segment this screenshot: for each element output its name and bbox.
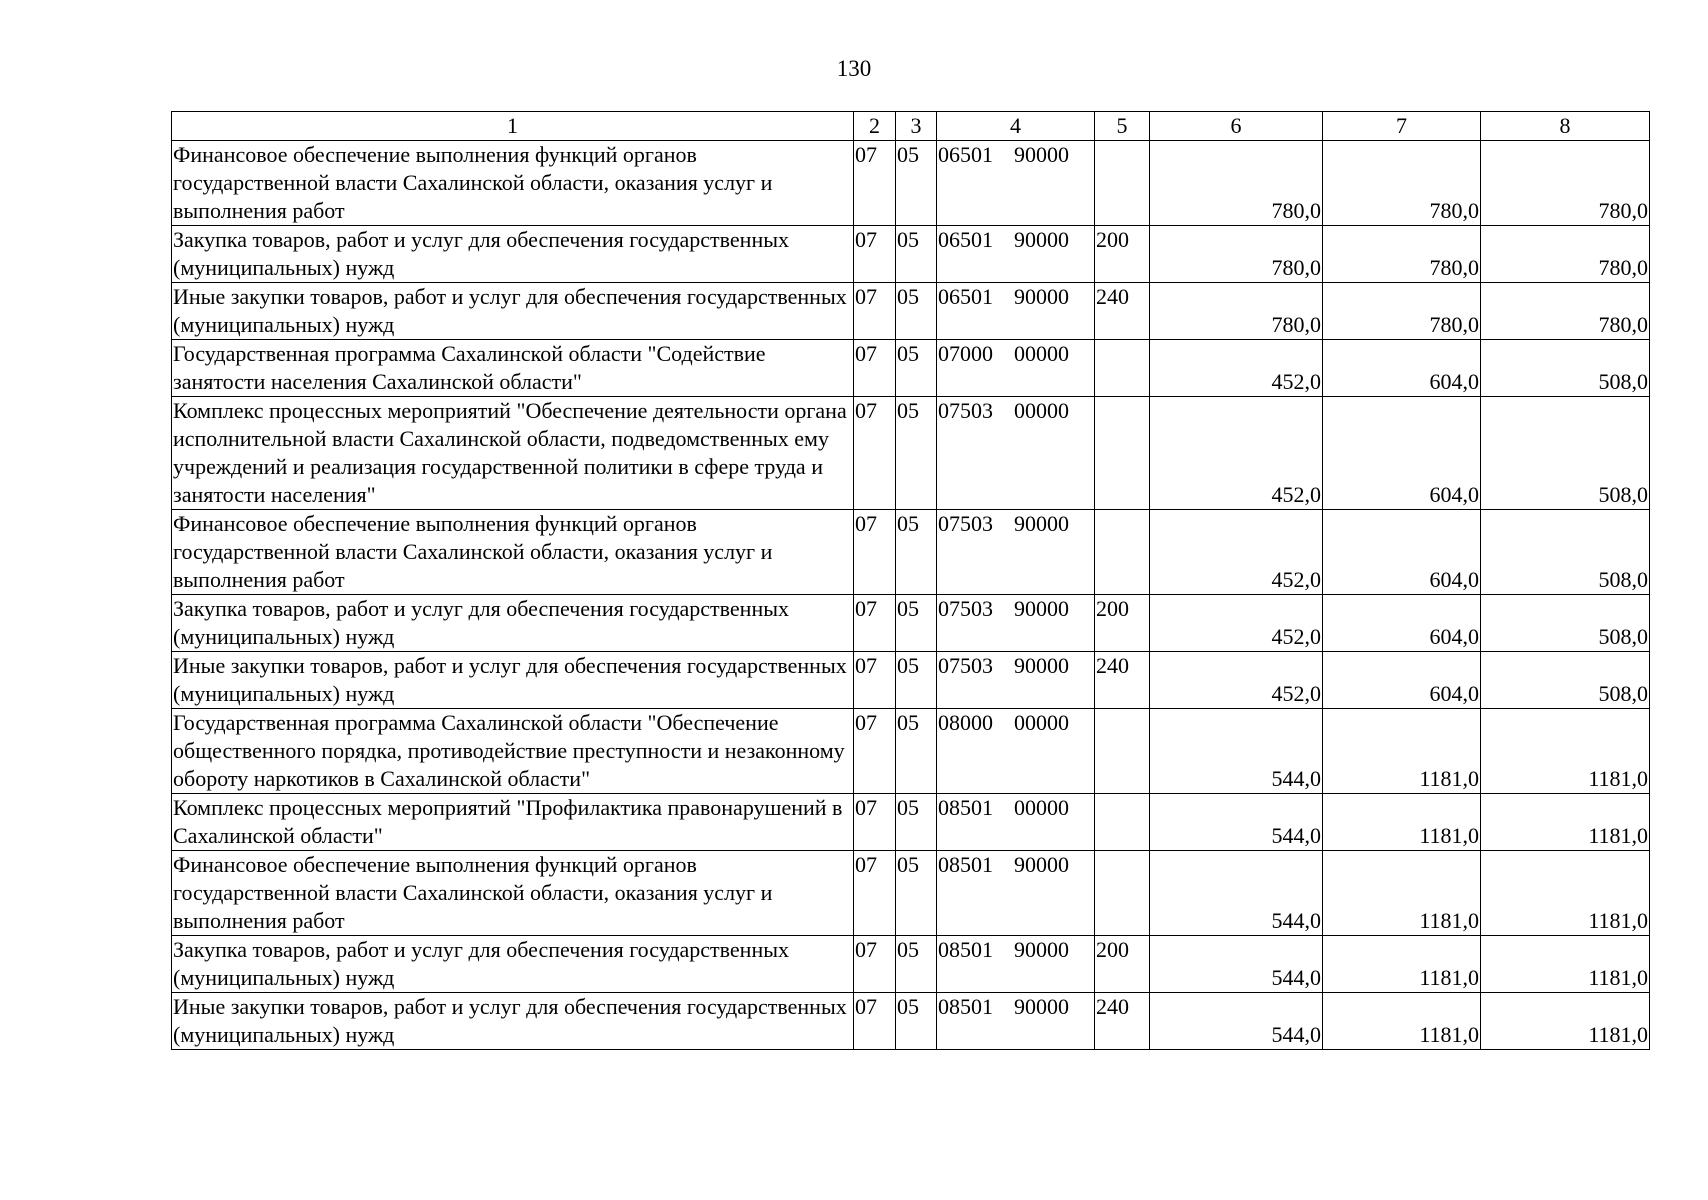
column-header-8: 8 — [1481, 112, 1650, 141]
amount-col-6: 544,0 — [1150, 993, 1323, 1050]
program-code: 08501 — [938, 994, 993, 1019]
section-code: 07 — [854, 226, 896, 283]
section-code: 07 — [854, 794, 896, 851]
subsection-code: 05 — [896, 993, 937, 1050]
table-row — [172, 794, 1650, 851]
amount-col-7: 604,0 — [1323, 510, 1481, 595]
expense-type-code — [1095, 141, 1150, 226]
target-article-code — [937, 936, 1095, 993]
expense-type-code — [1095, 397, 1150, 510]
amount-col-8: 1181,0 — [1481, 851, 1650, 936]
item-name: Закупка товаров, работ и услуг для обеспечения государственных (муниципальных) нужд — [172, 595, 854, 652]
amount-col-7: 780,0 — [1323, 141, 1481, 226]
table-row — [172, 595, 1650, 652]
amount-col-6: 452,0 — [1150, 595, 1323, 652]
subsection-code: 05 — [896, 851, 937, 936]
target-article-code — [937, 226, 1095, 283]
direction-code: 00000 — [1014, 341, 1069, 366]
table-row — [172, 993, 1650, 1050]
direction-code: 90000 — [1014, 284, 1069, 309]
item-name: Комплекс процессных мероприятий "Обеспечение деятельности органа исполнительной власти Сахалинской области, подведомственных ему учреждений и реализация государственной политики в сфере труда и занятости населения" — [172, 397, 854, 510]
program-code: 07503 — [938, 596, 993, 621]
subsection-code: 05 — [896, 709, 937, 794]
item-name: Закупка товаров, работ и услуг для обеспечения государственных (муниципальных) нужд — [172, 226, 854, 283]
expense-type-code: 200 — [1095, 226, 1150, 283]
amount-col-6: 452,0 — [1150, 340, 1323, 397]
amount-col-8: 1181,0 — [1481, 936, 1650, 993]
section-code: 07 — [854, 652, 896, 709]
column-header-7: 7 — [1323, 112, 1481, 141]
amount-col-7: 1181,0 — [1323, 851, 1481, 936]
direction-code: 90000 — [1014, 227, 1069, 252]
subsection-code: 05 — [896, 340, 937, 397]
subsection-code: 05 — [896, 141, 937, 226]
item-name: Финансовое обеспечение выполнения функций органов государственной власти Сахалинской области, оказания услуг и выполнения работ — [172, 141, 854, 226]
amount-col-8: 508,0 — [1481, 340, 1650, 397]
item-name: Комплекс процессных мероприятий "Профилактика правонарушений в Сахалинской области" — [172, 794, 854, 851]
subsection-code: 05 — [896, 794, 937, 851]
program-code: 08501 — [938, 852, 993, 877]
expense-type-code: 240 — [1095, 283, 1150, 340]
direction-code: 90000 — [1014, 142, 1069, 167]
column-header-5: 5 — [1095, 112, 1150, 141]
item-name: Иные закупки товаров, работ и услуг для обеспечения государственных (муниципальных) нужд — [172, 283, 854, 340]
section-code: 07 — [854, 709, 896, 794]
section-code: 07 — [854, 595, 896, 652]
expense-type-code — [1095, 851, 1150, 936]
section-code: 07 — [854, 397, 896, 510]
table-row — [172, 851, 1650, 936]
amount-col-7: 1181,0 — [1323, 936, 1481, 993]
item-name: Иные закупки товаров, работ и услуг для обеспечения государственных (муниципальных) нужд — [172, 993, 854, 1050]
program-code: 08000 — [938, 710, 993, 735]
direction-code: 00000 — [1014, 710, 1069, 735]
amount-col-6: 452,0 — [1150, 652, 1323, 709]
amount-col-8: 1181,0 — [1481, 709, 1650, 794]
target-article-code — [937, 851, 1095, 936]
section-code: 07 — [854, 851, 896, 936]
table-row — [172, 397, 1650, 510]
subsection-code: 05 — [896, 652, 937, 709]
header-row — [172, 112, 1650, 141]
column-header-1: 1 — [172, 112, 854, 141]
subsection-code: 05 — [896, 595, 937, 652]
amount-col-8: 508,0 — [1481, 652, 1650, 709]
amount-col-6: 780,0 — [1150, 226, 1323, 283]
direction-code: 90000 — [1014, 852, 1069, 877]
table-row — [172, 652, 1650, 709]
amount-col-8: 1181,0 — [1481, 993, 1650, 1050]
budget-table — [171, 111, 1650, 1050]
expense-type-code: 240 — [1095, 652, 1150, 709]
program-code: 07503 — [938, 653, 993, 678]
table-row — [172, 141, 1650, 226]
table-row — [172, 936, 1650, 993]
program-code: 06501 — [938, 227, 993, 252]
expense-type-code — [1095, 794, 1150, 851]
target-article-code — [937, 510, 1095, 595]
section-code: 07 — [854, 340, 896, 397]
target-article-code — [937, 993, 1095, 1050]
table-row — [172, 340, 1650, 397]
amount-col-7: 604,0 — [1323, 595, 1481, 652]
target-article-code — [937, 141, 1095, 226]
target-article-code — [937, 397, 1095, 510]
table-row — [172, 226, 1650, 283]
amount-col-7: 604,0 — [1323, 652, 1481, 709]
direction-code: 90000 — [1014, 937, 1069, 962]
direction-code: 90000 — [1014, 653, 1069, 678]
column-header-3: 3 — [896, 112, 937, 141]
table-body — [172, 141, 1650, 1050]
expense-type-code: 200 — [1095, 595, 1150, 652]
amount-col-6: 544,0 — [1150, 709, 1323, 794]
program-code: 08501 — [938, 795, 993, 820]
program-code: 07000 — [938, 341, 993, 366]
target-article-code — [937, 340, 1095, 397]
direction-code: 90000 — [1014, 994, 1069, 1019]
target-article-code — [937, 283, 1095, 340]
item-name: Финансовое обеспечение выполнения функций органов государственной власти Сахалинской области, оказания услуг и выполнения работ — [172, 851, 854, 936]
amount-col-6: 780,0 — [1150, 283, 1323, 340]
section-code: 07 — [854, 510, 896, 595]
program-code: 07503 — [938, 398, 993, 423]
amount-col-8: 780,0 — [1481, 226, 1650, 283]
target-article-code — [937, 595, 1095, 652]
column-header-4: 4 — [937, 112, 1095, 141]
amount-col-7: 1181,0 — [1323, 794, 1481, 851]
amount-col-6: 544,0 — [1150, 936, 1323, 993]
item-name: Иные закупки товаров, работ и услуг для обеспечения государственных (муниципальных) нужд — [172, 652, 854, 709]
amount-col-8: 508,0 — [1481, 397, 1650, 510]
amount-col-6: 544,0 — [1150, 794, 1323, 851]
subsection-code: 05 — [896, 283, 937, 340]
section-code: 07 — [854, 993, 896, 1050]
expense-type-code: 240 — [1095, 993, 1150, 1050]
section-code: 07 — [854, 283, 896, 340]
section-code: 07 — [854, 936, 896, 993]
subsection-code: 05 — [896, 226, 937, 283]
amount-col-6: 780,0 — [1150, 141, 1323, 226]
amount-col-8: 508,0 — [1481, 510, 1650, 595]
amount-col-6: 452,0 — [1150, 510, 1323, 595]
program-code: 08501 — [938, 937, 993, 962]
amount-col-6: 544,0 — [1150, 851, 1323, 936]
program-code: 07503 — [938, 511, 993, 536]
target-article-code — [937, 652, 1095, 709]
expense-type-code — [1095, 709, 1150, 794]
direction-code: 90000 — [1014, 596, 1069, 621]
item-name: Государственная программа Сахалинской области "Содействие занятости населения Сахалинской области" — [172, 340, 854, 397]
amount-col-7: 604,0 — [1323, 340, 1481, 397]
amount-col-7: 1181,0 — [1323, 709, 1481, 794]
amount-col-6: 452,0 — [1150, 397, 1323, 510]
amount-col-8: 780,0 — [1481, 283, 1650, 340]
section-code: 07 — [854, 141, 896, 226]
program-code: 06501 — [938, 284, 993, 309]
direction-code: 00000 — [1014, 795, 1069, 820]
column-header-2: 2 — [854, 112, 896, 141]
target-article-code — [937, 794, 1095, 851]
table-row — [172, 709, 1650, 794]
item-name: Закупка товаров, работ и услуг для обеспечения государственных (муниципальных) нужд — [172, 936, 854, 993]
amount-col-7: 780,0 — [1323, 283, 1481, 340]
target-article-code — [937, 709, 1095, 794]
amount-col-8: 1181,0 — [1481, 794, 1650, 851]
direction-code: 90000 — [1014, 511, 1069, 536]
expense-type-code — [1095, 510, 1150, 595]
column-header-6: 6 — [1150, 112, 1323, 141]
table-row — [172, 283, 1650, 340]
amount-col-7: 1181,0 — [1323, 993, 1481, 1050]
amount-col-7: 604,0 — [1323, 397, 1481, 510]
item-name: Государственная программа Сахалинской области "Обеспечение общественного порядка, противодействие преступности и незаконному обороту наркотиков в Сахалинской области" — [172, 709, 854, 794]
subsection-code: 05 — [896, 936, 937, 993]
direction-code: 00000 — [1014, 398, 1069, 423]
program-code: 06501 — [938, 142, 993, 167]
expense-type-code: 200 — [1095, 936, 1150, 993]
item-name: Финансовое обеспечение выполнения функций органов государственной власти Сахалинской области, оказания услуг и выполнения работ — [172, 510, 854, 595]
subsection-code: 05 — [896, 397, 937, 510]
amount-col-8: 508,0 — [1481, 595, 1650, 652]
amount-col-7: 780,0 — [1323, 226, 1481, 283]
amount-col-8: 780,0 — [1481, 141, 1650, 226]
page-number: 130 — [836, 56, 872, 81]
table-row — [172, 510, 1650, 595]
expense-type-code — [1095, 340, 1150, 397]
subsection-code: 05 — [896, 510, 937, 595]
